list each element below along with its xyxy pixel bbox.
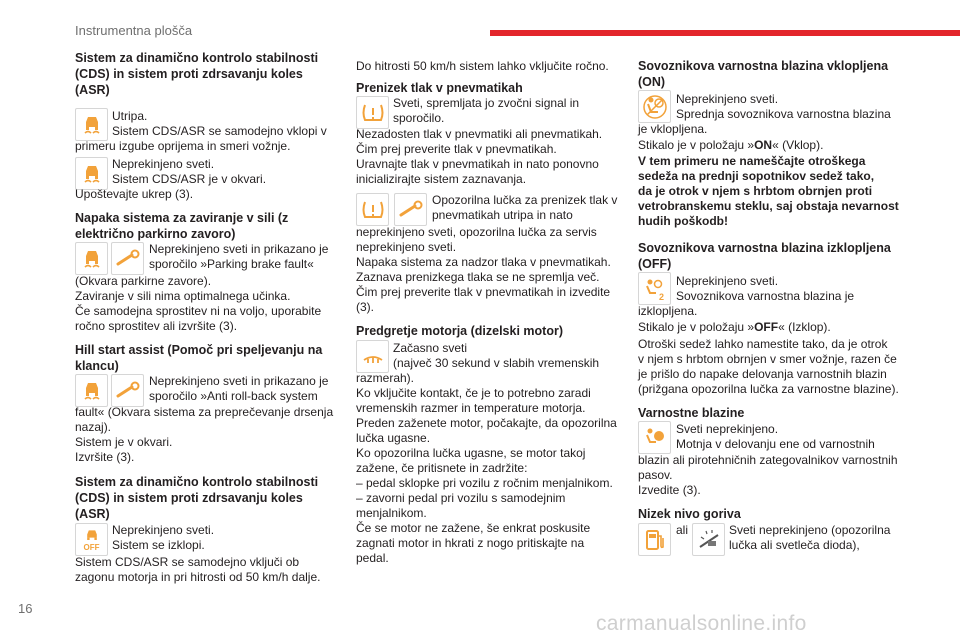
text-line: Napaka sistema za nadzor tlaka v pnevmatikah.	[356, 255, 611, 269]
switch-text: « (Vklop).	[772, 138, 824, 152]
text-line: Prenizek tlak v pnevmatikah	[356, 81, 523, 95]
text-line: da je otrok v njem s hrbtom obrnjen proti	[638, 184, 873, 198]
text-block	[149, 242, 328, 272]
text-block	[729, 523, 890, 553]
text-block	[356, 127, 602, 187]
text-line: Sovoznikova varnostna blazina izklopljena	[638, 241, 891, 255]
text-line: Neprekinjeno sveti.	[112, 523, 215, 537]
section-heading-airbag-off	[638, 240, 891, 272]
off-label: OFF	[83, 542, 100, 552]
text-line: V tem primeru ne nameščajte otroškega	[638, 154, 866, 168]
text-line: Nezadosten tlak v pnevmatiki ali pnevmatikah.	[356, 127, 603, 141]
text-block	[676, 422, 875, 452]
text-line: Utripa.	[112, 109, 148, 123]
text-line: (Okvara parkirne zavore).	[75, 274, 212, 288]
text-line: Sistem za dinamično kontrolo stabilnosti	[75, 51, 319, 65]
text-line: Upoštevajte ukrep (3).	[75, 187, 194, 201]
text-line: Izvršite (3).	[75, 450, 135, 464]
page-number: 16	[18, 601, 33, 616]
wrench-service-icon	[111, 374, 144, 407]
fuel-led-gauge-icon	[692, 523, 725, 556]
text-line: Če samodejna sprostitev ni na voljo, uporabite	[75, 304, 322, 318]
text-line: ročno sprostitev ali izvršite (3).	[75, 319, 238, 333]
text-line: Začasno sveti	[393, 341, 468, 355]
text-line: Neprekinjeno sveti in prikazano je	[149, 374, 329, 388]
text-block	[432, 193, 617, 223]
text-line: inicializirajte sistem zaznavanja.	[356, 172, 527, 186]
text-line: Zaznava prenizkega tlaka se ne spremlja več.	[356, 270, 600, 284]
text-line: Sistem je v okvari.	[75, 435, 173, 449]
switch-position-on	[638, 138, 823, 153]
text-block	[356, 225, 611, 315]
stability-skid-icon	[75, 108, 108, 141]
text-block	[75, 274, 321, 334]
text-line: Neprekinjeno sveti.	[112, 157, 215, 171]
section-heading-low-fuel	[638, 506, 741, 522]
text-block	[356, 59, 609, 74]
text-line: (največ 30 sekund v slabih vremenskih	[393, 356, 600, 370]
text-block	[75, 187, 193, 202]
section-heading-airbag-on	[638, 58, 888, 90]
airbag-fault-icon	[638, 421, 671, 454]
text-line: sporočilo.	[393, 111, 445, 125]
text-line: Predgretje motorja (dizelski motor)	[356, 324, 563, 338]
text-line: Sistem za dinamično kontrolo stabilnosti	[75, 475, 319, 489]
stability-skid-icon	[75, 242, 108, 275]
text-line: – zavorni pedal pri vozilu s samodejnim	[356, 491, 566, 505]
fuel-pump-icon	[638, 523, 671, 556]
passenger-airbag-on-icon	[638, 90, 671, 123]
text-line: Čim prej preverite tlak v pnevmatikah.	[356, 142, 557, 156]
text-line: je prišlo do napake delovanja varnostnih blazin	[638, 367, 887, 381]
switch-text: Stikalo je v položaju »	[638, 320, 755, 334]
or-text: ali	[676, 523, 689, 537]
text-line: Sovoznikova varnostna blazina vklopljena	[638, 59, 889, 73]
text-block	[393, 341, 599, 371]
text-line: (OFF)	[638, 257, 672, 271]
text-line: Varnostne blazine	[638, 406, 745, 420]
text-line: hudih poškodb!	[638, 214, 728, 228]
text-block	[75, 405, 333, 465]
text-line: Opozorilna lučka za prenizek tlak v	[432, 193, 618, 207]
text-line: Sistem CDS/ASR se samodejno vključi ob	[75, 555, 300, 569]
wrench-service-icon	[394, 193, 427, 226]
text-line: (3).	[356, 300, 374, 314]
text-line: zagnati motor in hkrati z nogo pritiskajte na	[356, 536, 585, 550]
text-line: pnevmatikah utripa in nato	[432, 208, 573, 222]
text-line: Sveti neprekinjeno (opozorilna	[729, 523, 891, 537]
text-line: Hill start assist (Pomoč pri speljevanju na	[75, 343, 323, 357]
text-line: Neprekinjeno sveti.	[676, 92, 779, 106]
wrench-service-icon	[111, 242, 144, 275]
text-block	[112, 523, 214, 553]
text-line: blazin ali pirotehničnih zategovalnikov varnostnih	[638, 453, 898, 467]
text-line: sporočilo »Anti roll-back system	[149, 389, 318, 403]
text-line: fault« (Okvara sistema za preprečevanje drsenja	[75, 405, 334, 419]
text-line: Ko opozorilna lučka ugasne, se motor takoj	[356, 446, 586, 460]
text-line: Če se motor ne zažene, še enkrat poskusite	[356, 521, 591, 535]
tyre-pressure-icon	[356, 193, 389, 226]
text-block	[112, 157, 266, 187]
text-line: (ON)	[638, 75, 666, 89]
text-line: Sprednja sovoznikova varnostna blazina	[676, 107, 891, 121]
text-line: (ASR)	[75, 507, 110, 521]
header-accent-bar	[490, 30, 960, 36]
text-line: – pedal sklopke pri vozilu z ročnim menjalnikom.	[356, 476, 613, 490]
text-block	[676, 274, 854, 304]
text-line: Nizek nivo goriva	[638, 507, 741, 521]
text-line: Čim prej preverite tlak v pnevmatikah in izvedite	[356, 285, 611, 299]
text-line: električno parkirno zavoro)	[75, 227, 236, 241]
switch-position-off	[638, 320, 831, 335]
text-line: Sistem CDS/ASR je v okvari.	[112, 172, 267, 186]
text-line: (CDS) in sistem proti zdrsavanju koles	[75, 67, 303, 81]
text-line: Sveti neprekinjeno.	[676, 422, 779, 436]
text-line: Napaka sistema za zaviranje v sili (z	[75, 211, 289, 225]
svg-text:2: 2	[658, 291, 664, 302]
text-line: Ko vključite kontakt, če je to potrebno zaradi	[356, 386, 591, 400]
text-block	[112, 109, 327, 139]
text-line: Do hitrosti 50 km/h sistem lahko vključite ročno.	[356, 59, 609, 73]
text-line: (ASR)	[75, 83, 110, 97]
text-line: Neprekinjeno sveti.	[676, 274, 779, 288]
section-heading-preheating	[356, 323, 563, 339]
section-heading-brake-fault	[75, 210, 288, 242]
text-line: je vklopljena.	[638, 122, 708, 136]
section-heading-tyre-pressure	[356, 80, 523, 96]
text-line: Preden zaženete motor, počakajte, da opozorilna	[356, 416, 617, 430]
text-block	[676, 92, 891, 122]
text-line: Motnja v delovanju ene od varnostnih	[676, 437, 875, 451]
section-heading-airbags	[638, 405, 744, 421]
text-line: Neprekinjeno sveti in prikazano je	[149, 242, 329, 256]
warning-text	[638, 154, 899, 229]
text-line: Sistem se izklopi.	[112, 538, 205, 552]
text-block	[75, 555, 320, 585]
text-block	[638, 337, 899, 397]
text-line: razmerah).	[356, 371, 415, 385]
passenger-airbag-off-icon	[638, 272, 671, 305]
text-block	[356, 371, 617, 566]
text-line: zagonu motorja in pri hitrosti od 50 km/h dalje.	[75, 570, 321, 584]
text-line: Uravnajte tlak v pnevmatikah in nato ponovno	[356, 157, 599, 171]
text-block	[75, 139, 290, 154]
section-heading-cds-asr-off	[75, 474, 318, 522]
text-line: Zaviranje v sili nima optimalnega učinka.	[75, 289, 291, 303]
text-line: klancu)	[75, 359, 119, 373]
text-line: Izvedite (3).	[638, 483, 701, 497]
text-block	[638, 122, 707, 137]
switch-text: « (Izklop).	[778, 320, 831, 334]
section-heading-cds-asr	[75, 50, 318, 98]
text-block	[393, 96, 579, 126]
switch-key: OFF	[754, 320, 779, 334]
text-line: Sovoznikova varnostna blazina je	[676, 289, 855, 303]
text-line: vetrobranskemu steklu, saj obstaja nevarnost	[638, 199, 899, 213]
watermark: carmanualsonline.info	[596, 612, 807, 635]
stability-skid-icon	[75, 157, 108, 190]
text-line: zažene, če pritisnete in zadržite:	[356, 461, 528, 475]
text-line: Sveti, spremljata jo zvočni signal in	[393, 96, 580, 110]
text-line: lučka ugasne.	[356, 431, 431, 445]
tyre-pressure-icon	[356, 96, 389, 129]
stability-off-icon	[75, 523, 108, 556]
text-line: izklopljena.	[638, 304, 698, 318]
text-line: menjalnikom.	[356, 506, 427, 520]
text-line: primeru izgube oprijema in smeri vožnje.	[75, 139, 291, 153]
text-line: neprekinjeno sveti, opozorilna lučka za servis	[356, 225, 597, 239]
text-block	[638, 453, 898, 498]
text-line: (CDS) in sistem proti zdrsavanju koles	[75, 491, 303, 505]
glow-plug-icon	[356, 340, 389, 373]
text-line: (prižgana opozorilna lučka za varnostne blazine).	[638, 382, 899, 396]
text-line: sporočilo »Parking brake fault«	[149, 257, 314, 271]
text-line: Otroški sedež lahko namestite tako, da je otrok	[638, 337, 888, 351]
section-heading-hill-start	[75, 342, 322, 374]
text-line: vremenskih razmer in temperature motorja.	[356, 401, 586, 415]
text-line: Sistem CDS/ASR se samodejno vklopi v	[112, 124, 327, 138]
running-header: Instrumentna plošča	[75, 23, 193, 38]
text-line: pasov.	[638, 468, 673, 482]
text-line: nazaj).	[75, 420, 112, 434]
text-line: neprekinjeno sveti.	[356, 240, 457, 254]
stability-skid-icon	[75, 374, 108, 407]
text-block	[149, 374, 328, 404]
text-line: pedal.	[356, 551, 389, 565]
text-line: lučka ali svetleča dioda),	[729, 538, 860, 552]
text-line: sedeža na prednji sopotnikov sedež tako,	[638, 169, 875, 183]
switch-text: Stikalo je v položaju »	[638, 138, 755, 152]
text-block	[638, 304, 697, 319]
switch-key: ON	[754, 138, 773, 152]
text-line: v njem s hrbtom obrnjen v smer vožnje, razen če	[638, 352, 897, 366]
